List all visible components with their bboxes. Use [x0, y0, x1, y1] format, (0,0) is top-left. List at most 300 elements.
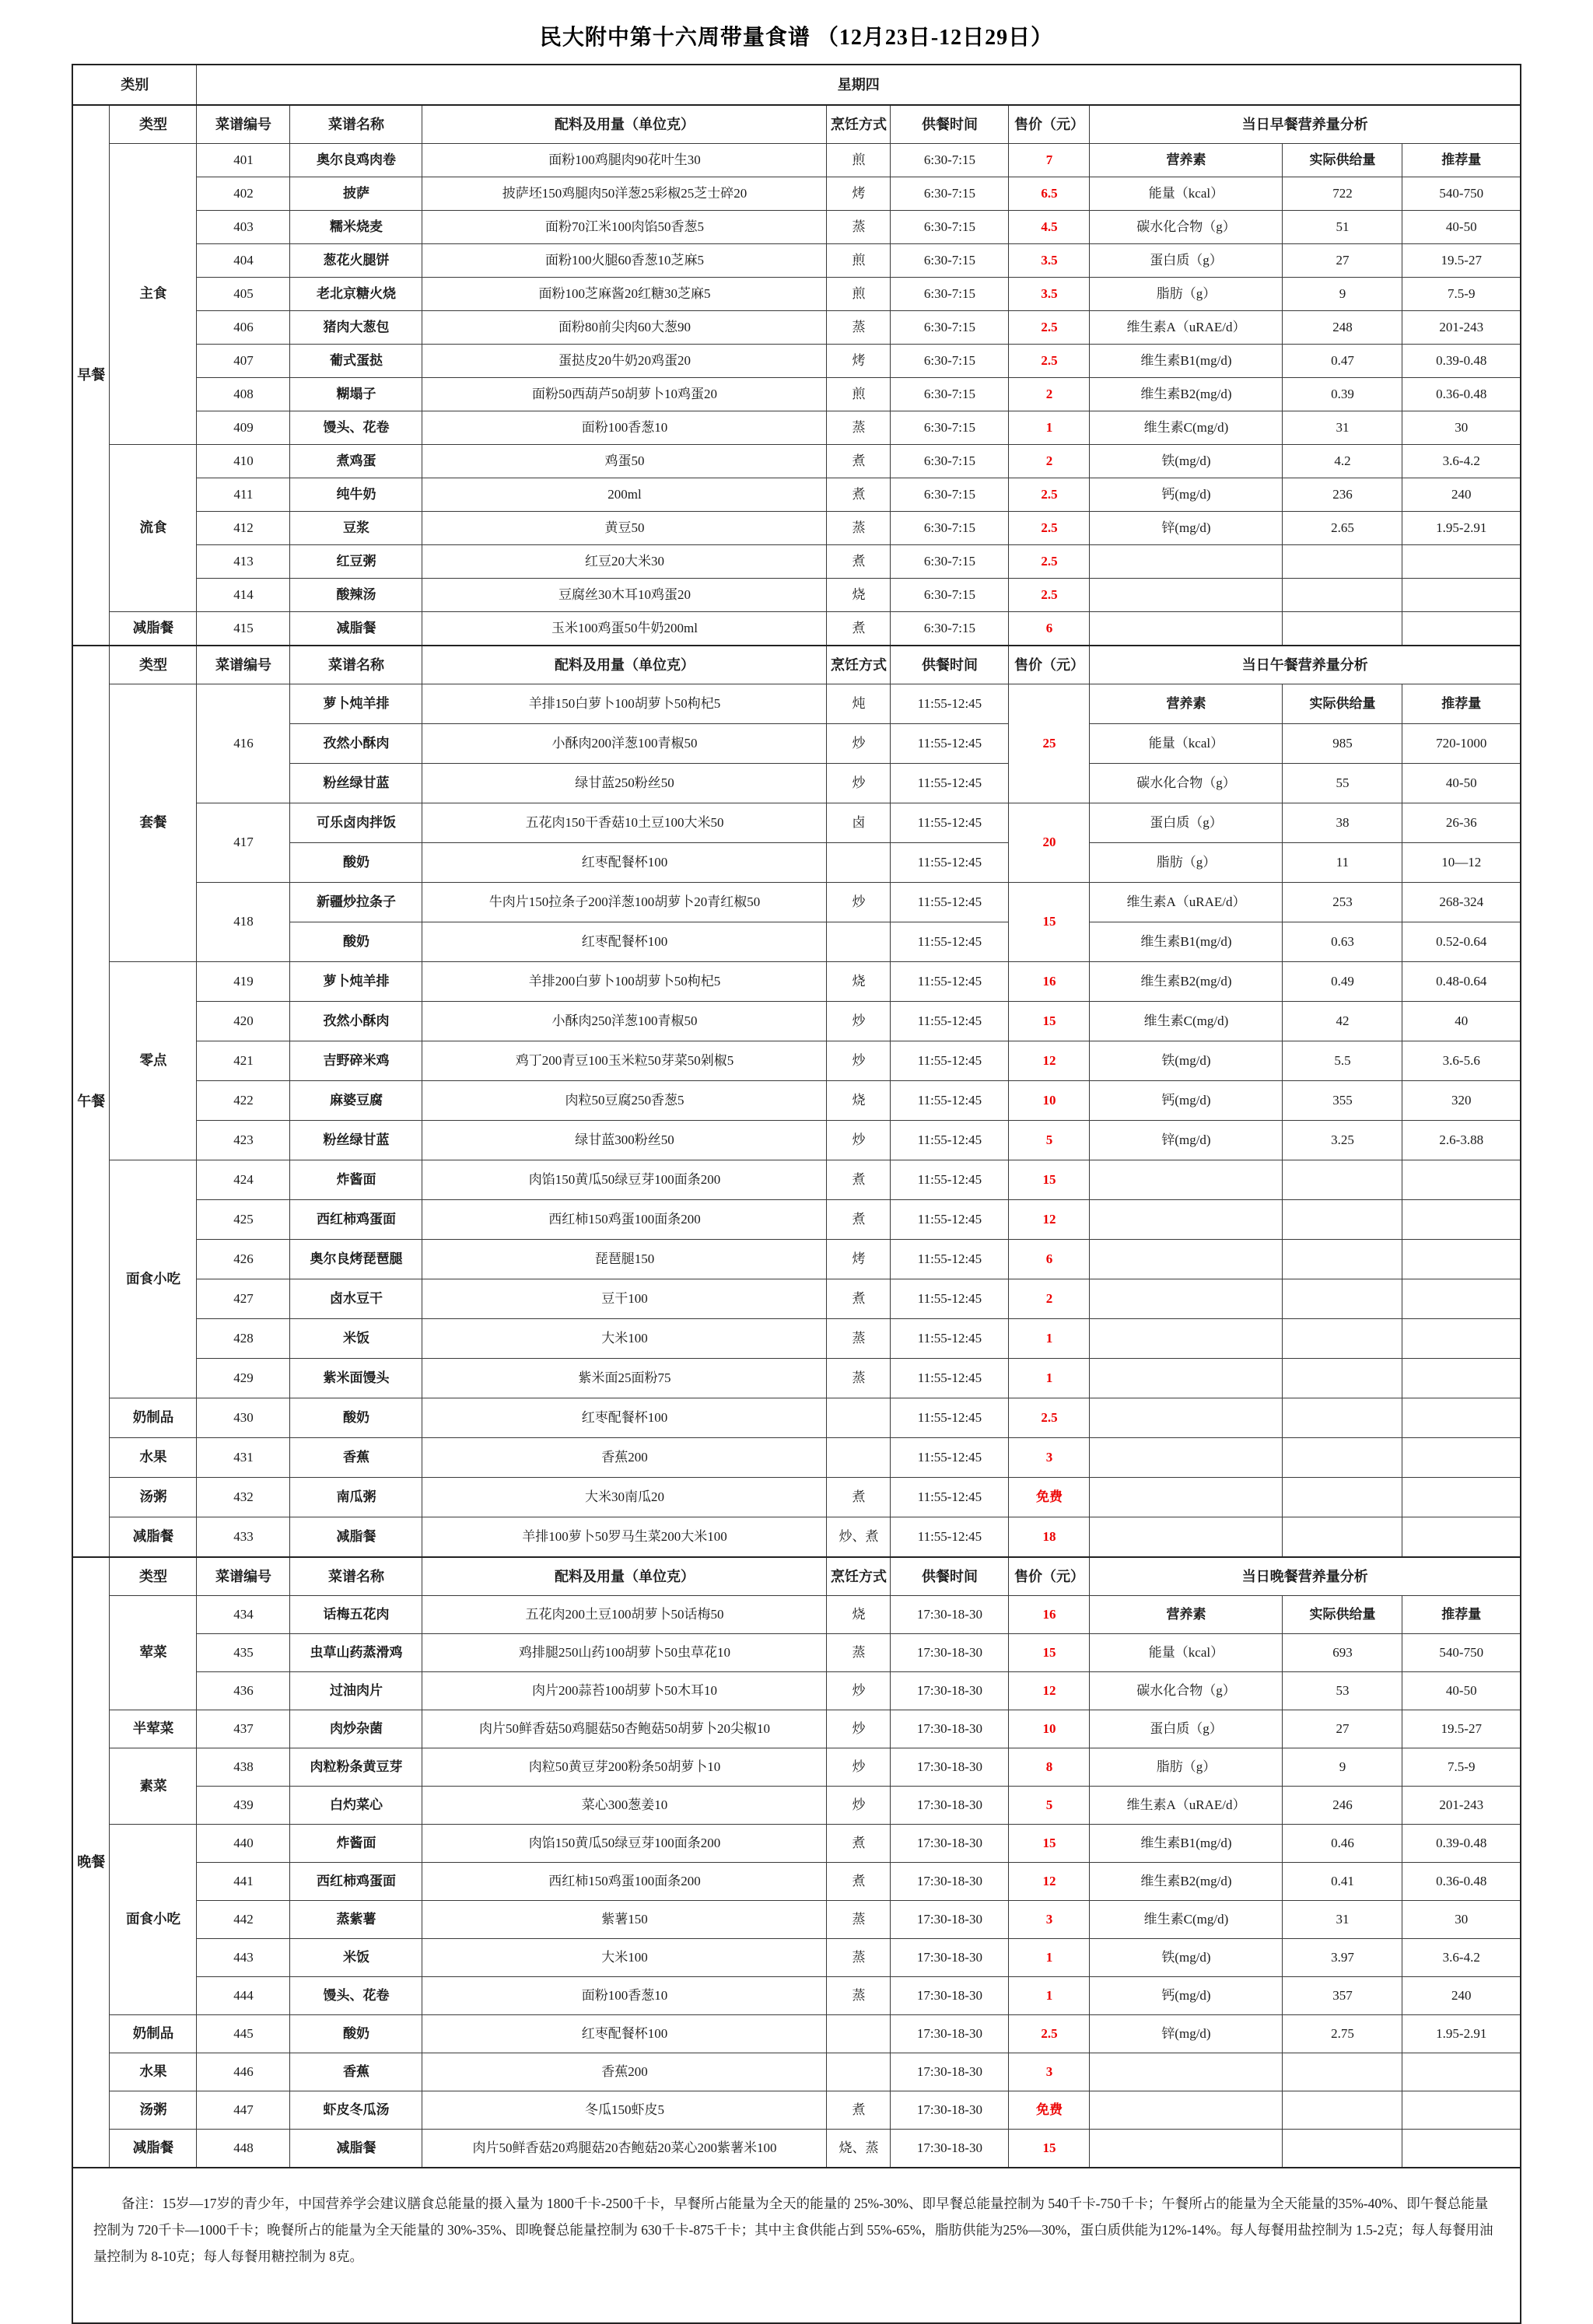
- dish-id: 425: [197, 1200, 290, 1240]
- nutrient-name: 钙(mg/d): [1090, 478, 1283, 512]
- ingredients: 豆腐丝30木耳10鸡蛋20: [422, 579, 827, 612]
- dish-name: 馒头、花卷: [290, 1977, 422, 2015]
- cooking-method: 蒸: [827, 211, 891, 244]
- table-row: [72, 1359, 1521, 1398]
- price: 2: [1009, 1279, 1090, 1319]
- dish-name: 葡式蛋挞: [290, 345, 422, 378]
- serving-time: 11:55-12:45: [891, 1319, 1009, 1359]
- cooking-method: [827, 2053, 891, 2091]
- nutrient-actual: 31: [1283, 1901, 1402, 1939]
- column-header: 配料及用量（单位克）: [422, 646, 827, 684]
- nutrient-actual: [1283, 1160, 1402, 1200]
- ingredients: 琵琶腿150: [422, 1240, 827, 1279]
- ingredients: 面粉80前尖肉60大葱90: [422, 311, 827, 345]
- nutrient-recommended: 0.52-0.64: [1402, 922, 1521, 962]
- meal-cell: 午餐: [72, 646, 110, 1557]
- nutrient-actual: 11: [1283, 843, 1402, 883]
- cooking-method: 烧: [827, 1596, 891, 1634]
- section-header-row: [72, 646, 1521, 684]
- table-row: [72, 1041, 1521, 1081]
- ingredients: 大米100: [422, 1319, 827, 1359]
- category-header: 类别: [72, 65, 197, 105]
- ingredients: 五花肉150干香菇10土豆100大米50: [422, 803, 827, 843]
- price: 1: [1009, 1977, 1090, 2015]
- dish-name: 减脂餐: [290, 2130, 422, 2168]
- dish-id: 413: [197, 545, 290, 579]
- serving-time: 17:30-18-30: [891, 2015, 1009, 2053]
- cooking-method: 烧: [827, 1081, 891, 1121]
- nutrient-name: 碳水化合物（g）: [1090, 764, 1283, 803]
- cooking-method: 煮: [827, 1279, 891, 1319]
- nutrient-actual: 38: [1283, 803, 1402, 843]
- table-row: [72, 1939, 1521, 1977]
- dish-id: 407: [197, 345, 290, 378]
- price: 15: [1009, 1002, 1090, 1041]
- table-row: [72, 1279, 1521, 1319]
- ingredients: 香蕉200: [422, 2053, 827, 2091]
- ingredients: 紫米面25面粉75: [422, 1359, 827, 1398]
- nutrient-name: 脂肪（g）: [1090, 843, 1283, 883]
- nutrient-actual: 27: [1283, 1710, 1402, 1748]
- ingredients: 肉片50鲜香菇20鸡腿菇20杏鲍菇20菜心200紫薯米100: [422, 2130, 827, 2168]
- table-row: [72, 177, 1521, 211]
- ingredients: 豆干100: [422, 1279, 827, 1319]
- nutrient-actual: 9: [1283, 278, 1402, 311]
- nutrient-recommended: [1402, 1398, 1521, 1438]
- nutrient-name: [1090, 1279, 1283, 1319]
- dish-name: 新疆炒拉条子: [290, 883, 422, 922]
- serving-time: 6:30-7:15: [891, 311, 1009, 345]
- ingredients: 红枣配餐杯100: [422, 1398, 827, 1438]
- cooking-method: 炒: [827, 1787, 891, 1825]
- price: 1: [1009, 411, 1090, 445]
- serving-time: 11:55-12:45: [891, 1478, 1009, 1517]
- dish-name: 粉丝绿甘蓝: [290, 764, 422, 803]
- nutrient-name: 碳水化合物（g）: [1090, 1672, 1283, 1710]
- ingredients: 面粉100鸡腿肉90花叶生30: [422, 144, 827, 177]
- dish-name: 炸酱面: [290, 1825, 422, 1863]
- dish-name: 肉粒粉条黄豆芽: [290, 1748, 422, 1787]
- table-row: [72, 1240, 1521, 1279]
- dish-name: 蒸紫薯: [290, 1901, 422, 1939]
- price: 3: [1009, 1438, 1090, 1478]
- weekday-header: 星期四: [197, 65, 1521, 105]
- ingredients: 大米100: [422, 1939, 827, 1977]
- dish-id: 437: [197, 1710, 290, 1748]
- ingredients: 蛋挞皮20牛奶20鸡蛋20: [422, 345, 827, 378]
- nutrient-name: [1090, 612, 1283, 646]
- dish-id: 424: [197, 1160, 290, 1200]
- nutrient-recommended: 40-50: [1402, 764, 1521, 803]
- dish-id: 446: [197, 2053, 290, 2091]
- nutrient-actual: 实际供给量: [1283, 684, 1402, 724]
- nutrient-actual: 0.46: [1283, 1825, 1402, 1863]
- serving-time: 6:30-7:15: [891, 177, 1009, 211]
- nutrient-name: [1090, 1319, 1283, 1359]
- ingredients: 大米30南瓜20: [422, 1478, 827, 1517]
- dish-id: 411: [197, 478, 290, 512]
- nutrient-name: [1090, 1517, 1283, 1558]
- nutrient-actual: 0.41: [1283, 1863, 1402, 1901]
- dish-name: 香蕉: [290, 1438, 422, 1478]
- nutrient-recommended: 0.36-0.48: [1402, 378, 1521, 411]
- category-cell: 汤粥: [110, 1478, 197, 1517]
- ingredients: 披萨坯150鸡腿肉50洋葱25彩椒25芝士碎20: [422, 177, 827, 211]
- nutrient-name: [1090, 2130, 1283, 2168]
- price: 5: [1009, 1787, 1090, 1825]
- nutrient-recommended: 0.39-0.48: [1402, 345, 1521, 378]
- cooking-method: 炒: [827, 1121, 891, 1160]
- column-header: 菜谱编号: [197, 646, 290, 684]
- nutrient-name: [1090, 545, 1283, 579]
- table-row: [72, 211, 1521, 244]
- price: 16: [1009, 962, 1090, 1002]
- category-cell: 素菜: [110, 1748, 197, 1825]
- ingredients: 肉片200蒜苔100胡萝卜50木耳10: [422, 1672, 827, 1710]
- ingredients: 紫薯150: [422, 1901, 827, 1939]
- serving-time: 6:30-7:15: [891, 478, 1009, 512]
- price: 15: [1009, 1634, 1090, 1672]
- nutrient-name: 锌(mg/d): [1090, 2015, 1283, 2053]
- nutrient-actual: 5.5: [1283, 1041, 1402, 1081]
- dish-id: 415: [197, 612, 290, 646]
- dish-id: 421: [197, 1041, 290, 1081]
- price: 3: [1009, 2053, 1090, 2091]
- nutrient-name: 维生素B1(mg/d): [1090, 1825, 1283, 1863]
- nutrient-name: 维生素B1(mg/d): [1090, 345, 1283, 378]
- ingredients: 肉粒50豆腐250香葱5: [422, 1081, 827, 1121]
- nutrient-recommended: [1402, 1200, 1521, 1240]
- dish-id: 417: [197, 803, 290, 883]
- serving-time: 11:55-12:45: [891, 1041, 1009, 1081]
- nutrient-name: 维生素B2(mg/d): [1090, 378, 1283, 411]
- dish-name: 披萨: [290, 177, 422, 211]
- cooking-method: 烤: [827, 345, 891, 378]
- dish-name: 酸奶: [290, 843, 422, 883]
- column-header: 类型: [110, 1557, 197, 1596]
- dish-id: 420: [197, 1002, 290, 1041]
- category-cell: 奶制品: [110, 1398, 197, 1438]
- price: 2.5: [1009, 311, 1090, 345]
- nutrient-recommended: 10—12: [1402, 843, 1521, 883]
- dish-id: 436: [197, 1672, 290, 1710]
- dish-name: 酸奶: [290, 1398, 422, 1438]
- table-row: [72, 1319, 1521, 1359]
- meal-cell: 早餐: [72, 105, 110, 646]
- dish-name: 老北京糖火烧: [290, 278, 422, 311]
- cooking-method: 卤: [827, 803, 891, 843]
- cooking-method: 煮: [827, 1160, 891, 1200]
- table-row: [72, 1901, 1521, 1939]
- serving-time: 11:55-12:45: [891, 922, 1009, 962]
- price: 12: [1009, 1041, 1090, 1081]
- dish-name: 虫草山药蒸滑鸡: [290, 1634, 422, 1672]
- price: 1: [1009, 1939, 1090, 1977]
- cooking-method: 煎: [827, 244, 891, 278]
- category-cell: 减脂餐: [110, 2130, 197, 2168]
- dish-name: 煮鸡蛋: [290, 445, 422, 478]
- cooking-method: 煮: [827, 1478, 891, 1517]
- ingredients: 面粉100香葱10: [422, 1977, 827, 2015]
- price: 15: [1009, 883, 1090, 962]
- table-row: [72, 1825, 1521, 1863]
- cooking-method: 炖: [827, 684, 891, 724]
- ingredients: 面粉100火腿60香葱10芝麻5: [422, 244, 827, 278]
- price: 2.5: [1009, 2015, 1090, 2053]
- cooking-method: 蒸: [827, 1939, 891, 1977]
- dish-name: 萝卜炖羊排: [290, 962, 422, 1002]
- nutrient-name: [1090, 1240, 1283, 1279]
- cooking-method: 炒: [827, 1672, 891, 1710]
- nutrient-actual: [1283, 1279, 1402, 1319]
- serving-time: 11:55-12:45: [891, 803, 1009, 843]
- nutrient-recommended: [1402, 1438, 1521, 1478]
- category-cell: 主食: [110, 144, 197, 445]
- dish-id: 401: [197, 144, 290, 177]
- nutrient-name: 蛋白质（g）: [1090, 1710, 1283, 1748]
- cooking-method: 炒: [827, 1041, 891, 1081]
- nutrient-recommended: [1402, 1478, 1521, 1517]
- dish-id: 433: [197, 1517, 290, 1558]
- nutrient-recommended: 240: [1402, 478, 1521, 512]
- cooking-method: 炒: [827, 1748, 891, 1787]
- serving-time: 11:55-12:45: [891, 1081, 1009, 1121]
- nutrient-name: [1090, 1438, 1283, 1478]
- price: 4.5: [1009, 211, 1090, 244]
- nutrient-recommended: 30: [1402, 411, 1521, 445]
- nutrient-recommended: 3.6-5.6: [1402, 1041, 1521, 1081]
- dish-name: 酸奶: [290, 922, 422, 962]
- cooking-method: 蒸: [827, 1977, 891, 2015]
- nutrient-name: [1090, 1160, 1283, 1200]
- nutrient-name: 碳水化合物（g）: [1090, 211, 1283, 244]
- price: 8: [1009, 1748, 1090, 1787]
- dish-id: 403: [197, 211, 290, 244]
- meal-cell: 晚餐: [72, 1557, 110, 2168]
- serving-time: 11:55-12:45: [891, 1398, 1009, 1438]
- nutrient-actual: 42: [1283, 1002, 1402, 1041]
- nutrient-actual: [1283, 1319, 1402, 1359]
- serving-time: 6:30-7:15: [891, 545, 1009, 579]
- nutrient-recommended: 推荐量: [1402, 144, 1521, 177]
- price: 6.5: [1009, 177, 1090, 211]
- nutrient-recommended: 19.5-27: [1402, 1710, 1521, 1748]
- category-cell: 套餐: [110, 684, 197, 962]
- dish-name: 西红柿鸡蛋面: [290, 1863, 422, 1901]
- nutrient-recommended: 19.5-27: [1402, 244, 1521, 278]
- nutrient-actual: [1283, 1517, 1402, 1558]
- price: 15: [1009, 2130, 1090, 2168]
- nutrient-recommended: 540-750: [1402, 177, 1521, 211]
- dish-name: 卤水豆干: [290, 1279, 422, 1319]
- serving-time: 17:30-18-30: [891, 2091, 1009, 2130]
- dish-name: 话梅五花肉: [290, 1596, 422, 1634]
- dish-id: 432: [197, 1478, 290, 1517]
- dish-id: 431: [197, 1438, 290, 1478]
- nutrient-name: 能量（kcal）: [1090, 177, 1283, 211]
- dish-name: 南瓜粥: [290, 1478, 422, 1517]
- nutrient-actual: 53: [1283, 1672, 1402, 1710]
- serving-time: 17:30-18-30: [891, 1863, 1009, 1901]
- table-row: [72, 144, 1521, 177]
- table-row: [72, 803, 1521, 843]
- nutrient-recommended: 201-243: [1402, 311, 1521, 345]
- nutrient-recommended: 7.5-9: [1402, 1748, 1521, 1787]
- serving-time: 11:55-12:45: [891, 1279, 1009, 1319]
- nutrient-actual: 9: [1283, 1748, 1402, 1787]
- ingredients: 红枣配餐杯100: [422, 922, 827, 962]
- dish-id: 422: [197, 1081, 290, 1121]
- cooking-method: 蒸: [827, 1359, 891, 1398]
- nutrient-name: 脂肪（g）: [1090, 1748, 1283, 1787]
- nutrient-recommended: [1402, 2053, 1521, 2091]
- dish-id: 414: [197, 579, 290, 612]
- nutrient-recommended: 0.39-0.48: [1402, 1825, 1521, 1863]
- dish-name: 酸辣汤: [290, 579, 422, 612]
- table-row: [72, 1160, 1521, 1200]
- dish-id: 427: [197, 1279, 290, 1319]
- nutrient-actual: 693: [1283, 1634, 1402, 1672]
- table-row: [72, 962, 1521, 1002]
- table-row: [72, 1081, 1521, 1121]
- price: 3.5: [1009, 244, 1090, 278]
- category-cell: 奶制品: [110, 2015, 197, 2053]
- menu-table: [72, 64, 1521, 2324]
- table-row: [72, 1596, 1521, 1634]
- cooking-method: 烧、蒸: [827, 2130, 891, 2168]
- nutrient-recommended: [1402, 545, 1521, 579]
- nutrient-name: 蛋白质（g）: [1090, 803, 1283, 843]
- dish-id: 428: [197, 1319, 290, 1359]
- serving-time: 6:30-7:15: [891, 378, 1009, 411]
- table-row: [72, 1748, 1521, 1787]
- nutrient-name: 锌(mg/d): [1090, 1121, 1283, 1160]
- nutrient-actual: 236: [1283, 478, 1402, 512]
- dish-name: 豆浆: [290, 512, 422, 545]
- nutrient-recommended: 268-324: [1402, 883, 1521, 922]
- dish-id: 447: [197, 2091, 290, 2130]
- analysis-header: 当日早餐营养量分析: [1090, 105, 1521, 144]
- nutrient-recommended: 0.36-0.48: [1402, 1863, 1521, 1901]
- ingredients: 菜心300葱姜10: [422, 1787, 827, 1825]
- price: 2.5: [1009, 345, 1090, 378]
- serving-time: 11:55-12:45: [891, 883, 1009, 922]
- table-row: [72, 2053, 1521, 2091]
- dish-id: 426: [197, 1240, 290, 1279]
- dish-name: 白灼菜心: [290, 1787, 422, 1825]
- dish-id: 440: [197, 1825, 290, 1863]
- table-row: [72, 244, 1521, 278]
- ingredients: 红枣配餐杯100: [422, 843, 827, 883]
- nutrient-actual: 3.97: [1283, 1939, 1402, 1977]
- dish-name: 西红柿鸡蛋面: [290, 1200, 422, 1240]
- category-cell: 荤菜: [110, 1596, 197, 1710]
- nutrient-recommended: 26-36: [1402, 803, 1521, 843]
- nutrient-recommended: [1402, 1359, 1521, 1398]
- serving-time: 11:55-12:45: [891, 1160, 1009, 1200]
- price: 10: [1009, 1081, 1090, 1121]
- dish-id: 445: [197, 2015, 290, 2053]
- nutrient-recommended: [1402, 1319, 1521, 1359]
- serving-time: 6:30-7:15: [891, 411, 1009, 445]
- table-row: [72, 1787, 1521, 1825]
- table-row: [72, 1672, 1521, 1710]
- nutrient-actual: 2.75: [1283, 2015, 1402, 2053]
- nutrient-recommended: [1402, 1279, 1521, 1319]
- table-row: [72, 1517, 1521, 1558]
- cooking-method: 煮: [827, 1825, 891, 1863]
- category-cell: 半荤菜: [110, 1710, 197, 1748]
- column-header: 供餐时间: [891, 646, 1009, 684]
- serving-time: 11:55-12:45: [891, 1002, 1009, 1041]
- serving-time: 11:55-12:45: [891, 1240, 1009, 1279]
- column-header: 菜谱名称: [290, 1557, 422, 1596]
- nutrient-recommended: 240: [1402, 1977, 1521, 2015]
- notes: 备注：15岁—17岁的青少年，中国营养学会建议膳食总能量的摄入量为 1800千卡-2500千卡，早餐所占能量为全天的能量的 25%-30%、即早餐总能量控制为 540千卡-750千卡；午餐所占的能量为全天能量的35%-40%、即午餐总能量控制为 720千卡—1000千卡；晚餐所占的能量为全天能量的 30%-35%、即晚餐总能量控制为 630千卡-875千卡；其中主食供能占到 55%-65%，脂肪供能为25%—30%，蛋白质供能为12%-14%。每人每餐用盐控制为 1.5-2克；每人每餐用油量控制为 8-10克；每人每餐用糖控制为 8克。: [72, 2168, 1521, 2323]
- serving-time: 17:30-18-30: [891, 1787, 1009, 1825]
- serving-time: 17:30-18-30: [891, 2053, 1009, 2091]
- nutrient-actual: 2.65: [1283, 512, 1402, 545]
- cooking-method: 煮: [827, 545, 891, 579]
- price: 12: [1009, 1863, 1090, 1901]
- serving-time: 11:55-12:45: [891, 962, 1009, 1002]
- cooking-method: 蒸: [827, 311, 891, 345]
- dish-name: 麻婆豆腐: [290, 1081, 422, 1121]
- nutrient-name: [1090, 2091, 1283, 2130]
- section-header-row: [72, 1557, 1521, 1596]
- cooking-method: 煮: [827, 2091, 891, 2130]
- price: 2.5: [1009, 545, 1090, 579]
- ingredients: 红豆20大米30: [422, 545, 827, 579]
- dish-id: 402: [197, 177, 290, 211]
- cooking-method: [827, 843, 891, 883]
- ingredients: 肉馅150黄瓜50绿豆芽100面条200: [422, 1825, 827, 1863]
- ingredients: 红枣配餐杯100: [422, 2015, 827, 2053]
- ingredients: 西红柿150鸡蛋100面条200: [422, 1200, 827, 1240]
- table-row: [72, 764, 1521, 803]
- nutrient-actual: 51: [1283, 211, 1402, 244]
- nutrient-name: 营养素: [1090, 684, 1283, 724]
- serving-time: 11:55-12:45: [891, 764, 1009, 803]
- dish-id: 423: [197, 1121, 290, 1160]
- dish-id: 441: [197, 1863, 290, 1901]
- dish-id: 439: [197, 1787, 290, 1825]
- nutrient-name: 维生素A（uRAE/d）: [1090, 1787, 1283, 1825]
- price: 18: [1009, 1517, 1090, 1558]
- nutrient-name: 维生素C(mg/d): [1090, 1002, 1283, 1041]
- nutrient-name: 蛋白质（g）: [1090, 244, 1283, 278]
- serving-time: 6:30-7:15: [891, 612, 1009, 646]
- cooking-method: 烤: [827, 1240, 891, 1279]
- dish-name: 孜然小酥肉: [290, 1002, 422, 1041]
- column-header: 配料及用量（单位克）: [422, 105, 827, 144]
- column-header: 售价（元）: [1009, 105, 1090, 144]
- column-header: 供餐时间: [891, 105, 1009, 144]
- serving-time: 6:30-7:15: [891, 278, 1009, 311]
- nutrient-name: 维生素A（uRAE/d）: [1090, 883, 1283, 922]
- nutrient-name: 能量（kcal）: [1090, 1634, 1283, 1672]
- price: 2.5: [1009, 579, 1090, 612]
- column-header: 售价（元）: [1009, 1557, 1090, 1596]
- dish-name: 糯米烧麦: [290, 211, 422, 244]
- dish-name: 奥尔良鸡肉卷: [290, 144, 422, 177]
- cooking-method: 炒: [827, 883, 891, 922]
- nutrient-recommended: 推荐量: [1402, 684, 1521, 724]
- serving-time: 11:55-12:45: [891, 1359, 1009, 1398]
- nutrient-name: 维生素C(mg/d): [1090, 1901, 1283, 1939]
- nutrient-recommended: 推荐量: [1402, 1596, 1521, 1634]
- cooking-method: [827, 1438, 891, 1478]
